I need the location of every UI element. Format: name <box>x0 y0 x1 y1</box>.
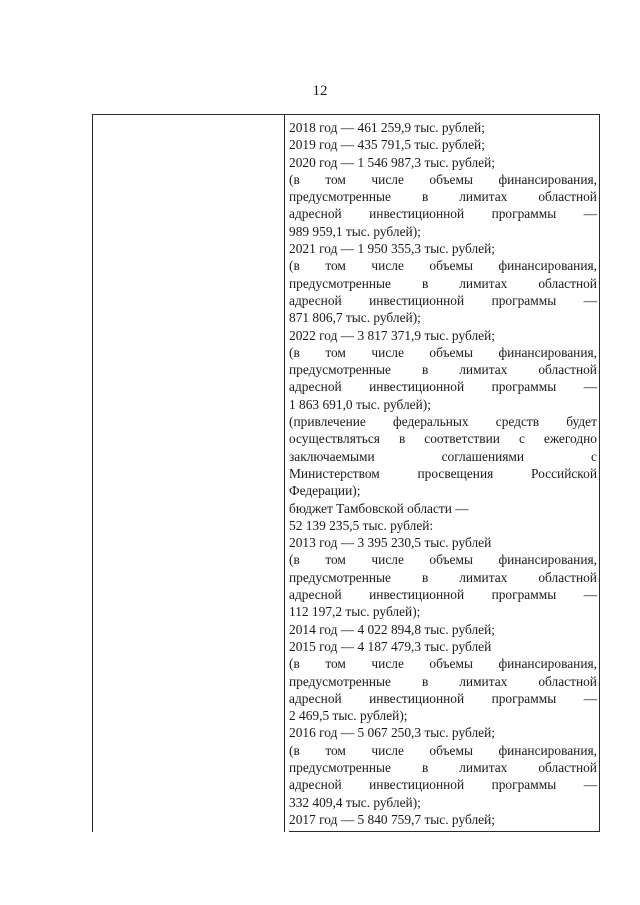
word: предусмотренные <box>289 362 391 378</box>
text-line <box>289 586 597 603</box>
word: областной <box>538 275 597 291</box>
word: числе <box>371 656 404 672</box>
word: — <box>583 777 597 793</box>
word: — <box>583 292 597 308</box>
word: программы <box>491 292 557 308</box>
word: — <box>583 690 597 706</box>
word: (в <box>289 344 300 360</box>
text-line <box>289 759 597 776</box>
text-line: бюджет Тамбовской области — <box>289 500 469 516</box>
text-line: 871 806,7 тыс. рублей); <box>289 310 421 326</box>
word: инвестиционной <box>369 292 465 308</box>
word: в <box>421 673 429 689</box>
word: будет <box>566 414 597 430</box>
word: числе <box>371 344 404 360</box>
word: (в <box>289 258 300 274</box>
word: том <box>325 171 346 187</box>
text-line <box>289 378 597 395</box>
word: том <box>325 344 346 360</box>
word: предусмотренные <box>289 189 391 205</box>
text-line: 2013 год — 3 395 230,5 тыс. рублей <box>289 535 492 551</box>
word: (привлечение <box>289 414 366 430</box>
word: средств <box>495 414 540 430</box>
word: — <box>583 587 597 603</box>
word: предусмотренные <box>289 275 391 291</box>
text-line: Федерации); <box>289 483 361 499</box>
word: (в <box>289 742 300 758</box>
word: инвестиционной <box>369 777 465 793</box>
text-line <box>289 673 597 690</box>
text-line: 112 197,2 тыс. рублей); <box>289 604 421 620</box>
word: лимитах <box>459 759 508 775</box>
word: финансирования, <box>498 552 597 568</box>
text-line <box>289 292 597 309</box>
word: адресной <box>289 379 342 395</box>
word: адресной <box>289 777 342 793</box>
text-line <box>289 655 597 672</box>
text-line: 2021 год — 1 950 355,3 тыс. рублей; <box>289 241 495 257</box>
word: областной <box>538 673 597 689</box>
word: программы <box>491 587 557 603</box>
text-line <box>289 430 597 447</box>
word: программы <box>491 690 557 706</box>
word: ежегодно <box>543 431 597 447</box>
word: предусмотренные <box>289 673 391 689</box>
text-line: 2015 год — 4 187 479,3 тыс. рублей <box>289 638 492 654</box>
word: адресной <box>289 587 342 603</box>
word: лимитах <box>459 189 508 205</box>
page-number: 12 <box>312 83 328 99</box>
word: предусмотренные <box>289 569 391 585</box>
text-line <box>289 569 597 586</box>
word: инвестиционной <box>369 587 465 603</box>
word: том <box>325 552 346 568</box>
word: осуществляться <box>289 431 380 447</box>
text-line: 2022 год — 3 817 371,9 тыс. рублей; <box>289 327 495 343</box>
word: в <box>421 569 429 585</box>
word: заключаемыми <box>289 448 375 464</box>
word: Российской <box>531 465 597 481</box>
word: областной <box>538 189 597 205</box>
word: объемы <box>429 344 473 360</box>
word: том <box>325 258 346 274</box>
text-line: 1 863 691,0 тыс. рублей); <box>289 396 431 412</box>
word: программы <box>491 379 557 395</box>
table-bottom-rule <box>289 831 599 832</box>
financing-table <box>92 114 600 832</box>
word: объемы <box>429 656 473 672</box>
text-line <box>289 742 597 759</box>
word: в <box>398 431 406 447</box>
word: лимитах <box>459 673 508 689</box>
word: адресной <box>289 292 342 308</box>
word: областной <box>538 759 597 775</box>
word: том <box>325 742 346 758</box>
word: — <box>583 206 597 222</box>
text-line <box>289 205 597 222</box>
word: областной <box>538 362 597 378</box>
word: лимитах <box>459 362 508 378</box>
text-line: 2014 год — 4 022 894,8 тыс. рублей; <box>289 621 495 637</box>
word: Министерством <box>289 465 380 481</box>
text-line <box>289 413 597 430</box>
word: (в <box>289 552 300 568</box>
word: объемы <box>429 258 473 274</box>
text-line: 332 409,4 тыс. рублей); <box>289 794 421 810</box>
word: с <box>518 431 525 447</box>
text-line: 52 139 235,5 тыс. рублей: <box>289 517 434 533</box>
word: инвестиционной <box>369 379 465 395</box>
word: с <box>591 448 597 464</box>
word: предусмотренные <box>289 759 391 775</box>
word: финансирования, <box>498 344 597 360</box>
word: соответствии <box>424 431 500 447</box>
text-line <box>289 465 597 482</box>
text-line <box>289 551 597 568</box>
text-line <box>289 776 597 793</box>
word: числе <box>371 552 404 568</box>
text-line <box>289 171 597 188</box>
word: (в <box>289 656 300 672</box>
word: в <box>421 275 429 291</box>
word: программы <box>491 206 557 222</box>
table-right-column <box>289 119 597 828</box>
word: адресной <box>289 206 342 222</box>
text-line: 989 959,1 тыс. рублей); <box>289 223 421 239</box>
word: объемы <box>429 552 473 568</box>
text-line <box>289 344 597 361</box>
text-line: 2018 год — 461 259,9 тыс. рублей; <box>289 120 485 135</box>
text-line: 2019 год — 435 791,5 тыс. рублей; <box>289 137 485 153</box>
text-line <box>289 188 597 205</box>
word: соглашениями <box>441 448 525 464</box>
word: лимитах <box>459 275 508 291</box>
word: числе <box>371 742 404 758</box>
word: в <box>421 362 429 378</box>
word: том <box>325 656 346 672</box>
table-left-column <box>93 115 285 832</box>
word: числе <box>371 171 404 187</box>
word: инвестиционной <box>369 690 465 706</box>
word: лимитах <box>459 569 508 585</box>
word: адресной <box>289 690 342 706</box>
text-line <box>289 448 597 465</box>
word: финансирования, <box>498 171 597 187</box>
text-line: 2016 год — 5 067 250,3 тыс. рублей; <box>289 725 495 741</box>
word: числе <box>371 258 404 274</box>
word: инвестиционной <box>369 206 465 222</box>
text-line <box>289 257 597 274</box>
text-line: 2017 год — 5 840 759,7 тыс. рублей; <box>289 811 495 827</box>
word: федеральных <box>393 414 469 430</box>
word: в <box>421 759 429 775</box>
word: финансирования, <box>498 742 597 758</box>
word: объемы <box>429 171 473 187</box>
text-line <box>289 275 597 292</box>
text-line: 2 469,5 тыс. рублей); <box>289 708 408 724</box>
text-line: 2020 год — 1 546 987,3 тыс. рублей; <box>289 154 495 170</box>
word: (в <box>289 171 300 187</box>
word: — <box>583 379 597 395</box>
text-line <box>289 361 597 378</box>
word: объемы <box>429 742 473 758</box>
word: в <box>421 189 429 205</box>
word: финансирования, <box>498 258 597 274</box>
word: областной <box>538 569 597 585</box>
text-line <box>289 690 597 707</box>
word: финансирования, <box>498 656 597 672</box>
word: просвещения <box>417 465 494 481</box>
word: программы <box>491 777 557 793</box>
